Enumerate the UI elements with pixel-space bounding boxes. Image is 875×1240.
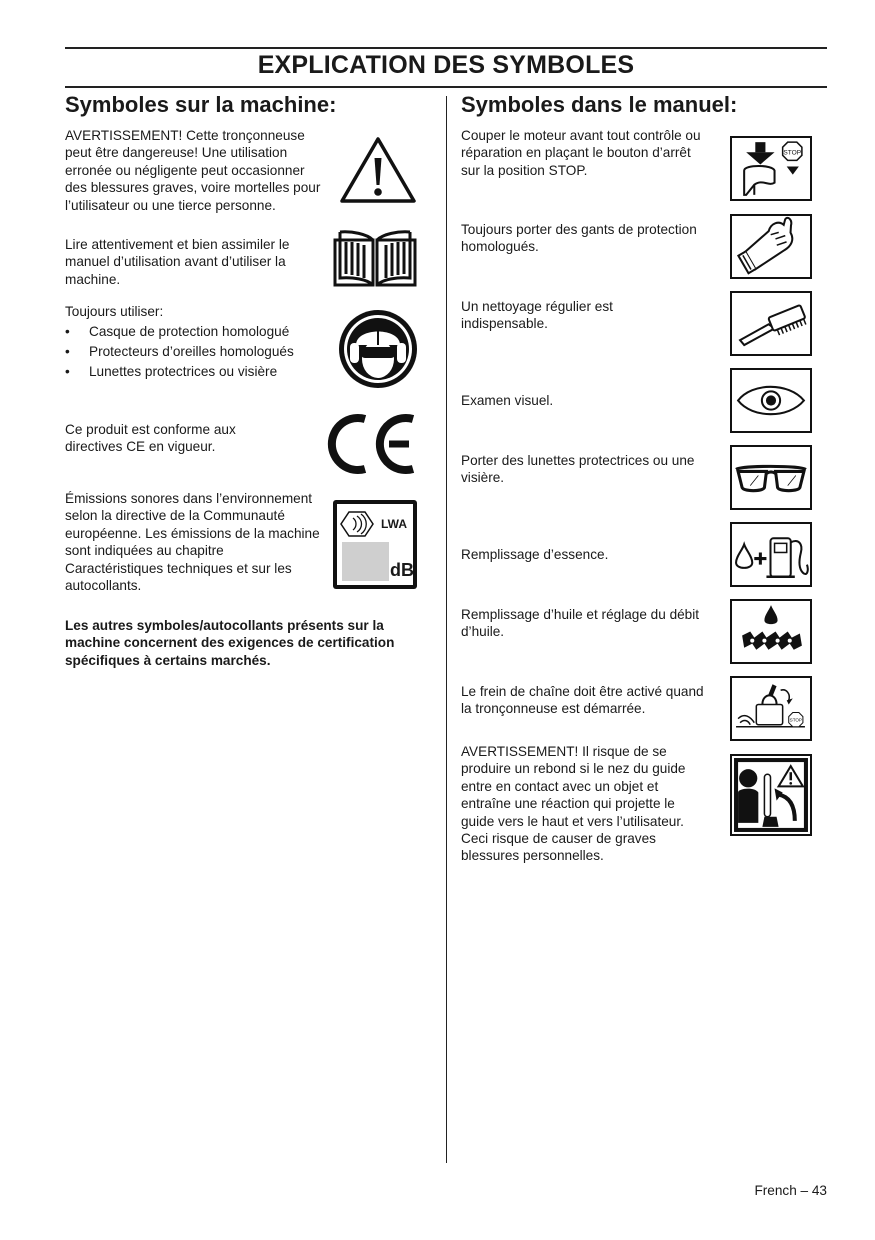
ce-mark-icon	[325, 411, 420, 477]
oil-refill-text: Remplissage d’huile et réglage du débit d’huile.	[461, 607, 700, 640]
open-book-icon	[332, 228, 418, 288]
chain-oil-icon	[730, 599, 812, 664]
ppe-intro: Toujours utiliser:	[65, 304, 164, 319]
title-rule-top	[65, 47, 827, 49]
noise-label-icon	[333, 500, 417, 589]
ppe-item-helmet: • Casque de protection homologué	[65, 323, 330, 340]
noise-text: Émissions sonores dans l’environnement selon la directive de la Communauté européenne. Les émissions de la machine sont indiquées au chapitre Caractéristiques techniques et sur les autocollants.	[65, 491, 320, 594]
noise-lwa-label: LWA	[381, 517, 407, 531]
left-column-heading: Symboles sur la machine:	[65, 92, 337, 117]
warning-triangle-icon	[339, 136, 417, 204]
ppe-item-glasses: • Lunettes protectrices ou visière	[65, 363, 330, 380]
other-symbols-text: Les autres symboles/autocollants présents sur la machine concernent des exigences de certification spécifiques à certains marchés.	[65, 618, 395, 668]
chain-brake-icon	[730, 676, 812, 741]
safety-glasses-icon	[730, 445, 812, 510]
ppe-item-ear-protection: • Protecteurs d’oreilles homologués	[65, 343, 330, 360]
visual-inspection-text: Examen visuel.	[461, 393, 554, 408]
kickback-warning-text: AVERTISSEMENT! Il risque de se produire un rebond si le nez du guide entre en contact avec un objet et entraîne une réaction qui projette le guide vers le haut et vers l’utilisateur. Ceci risque de causer de graves blessures personnelles.	[461, 744, 686, 864]
fuel-refill-text: Remplissage d’essence.	[461, 547, 609, 562]
glasses-text: Porter des lunettes protectrices ou une visière.	[461, 453, 695, 486]
stop-text: STOP	[783, 149, 802, 157]
stop-engine-text: Couper le moteur avant tout contrôle ou réparation en plaçant le bouton d’arrêt sur la position STOP.	[461, 128, 701, 178]
brake-stop-text: STOP	[789, 717, 802, 723]
cleaning-text: Un nettoyage régulier est indispensable.	[461, 299, 613, 332]
kickback-icon	[730, 754, 812, 836]
chain-brake-text: Le frein de chaîne doit être activé quand la tronçonneuse est démarrée.	[461, 684, 704, 717]
fuel-pump-icon	[730, 522, 812, 587]
page-number: French – 43	[754, 1183, 827, 1198]
ppe-section	[65, 303, 330, 383]
noise-db-label: dB	[390, 560, 414, 580]
gloves-icon	[730, 214, 812, 279]
manual-text: Lire attentivement et bien assimiler le manuel d’utilisation avant d’utiliser la machine.	[65, 237, 290, 287]
column-divider	[446, 96, 447, 1163]
ce-text: Ce produit est conforme aux directives CE en vigueur.	[65, 422, 236, 455]
ppe-list	[65, 323, 330, 380]
brush-icon	[730, 291, 812, 356]
gloves-text: Toujours porter des gants de protection homologués.	[461, 222, 697, 255]
right-column-heading: Symboles dans le manuel:	[461, 92, 738, 117]
title-rule-bottom	[65, 86, 827, 88]
stop-engine-icon	[730, 136, 812, 201]
protective-equipment-icon	[338, 309, 418, 389]
warning-text: AVERTISSEMENT! Cette tronçonneuse peut être dangereuse! Une utilisation erronée ou négligente peut occasionner des blessures graves, voire mortelles pour l’utilisateur ou une tierce personne.	[65, 128, 321, 213]
page-title: EXPLICATION DES SYMBOLES	[257, 51, 635, 79]
eye-icon	[730, 368, 812, 433]
